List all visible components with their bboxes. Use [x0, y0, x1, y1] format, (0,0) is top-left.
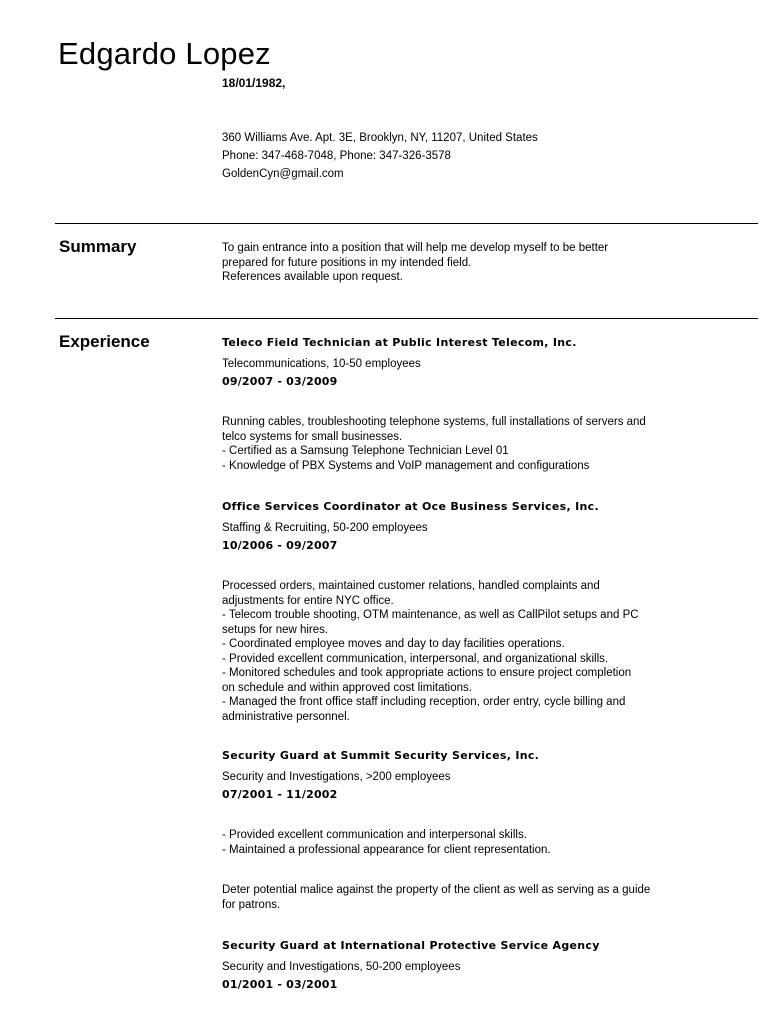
job-entry: [222, 938, 742, 994]
description-line: on schedule and within approved cost limitations.: [222, 681, 472, 694]
job-dates: 07/2001 - 11/2002: [222, 788, 338, 801]
description-line: adjustments for entire NYC office.: [222, 594, 394, 607]
phone-numbers: Phone: 347-468-7048, Phone: 347-326-3578: [222, 150, 451, 162]
job-entry: [222, 335, 742, 473]
candidate-name: Edgardo Lopez: [58, 36, 271, 71]
description-line: - Certified as a Samsung Telephone Technician Level 01: [222, 445, 509, 457]
job-description: [222, 579, 742, 724]
experience-list: [222, 335, 742, 994]
description-line: Processed orders, maintained customer relations, handled complaints and: [222, 580, 600, 592]
job-title: Security Guard at International Protective Service Agency: [222, 939, 600, 952]
description-line: Deter potential malice against the property of the client as well as serving as a guide: [222, 884, 651, 896]
email: GoldenCyn@gmail.com: [222, 168, 344, 180]
description-line: - Telecom trouble shooting, OTM maintenance, as well as CallPilot setups and PC: [222, 609, 639, 621]
contact-block: [222, 129, 538, 183]
description-line: setups for new hires.: [222, 623, 329, 636]
summary-line: References available upon request.: [222, 271, 403, 283]
description-line: - Monitored schedules and took appropriate actions to ensure project completion: [222, 667, 632, 679]
summary-heading: Summary: [59, 237, 137, 256]
description-line: - Knowledge of PBX Systems and VoIP management and configurations: [222, 459, 590, 472]
description-line: for patrons.: [222, 898, 281, 911]
address: 360 Williams Ave. Apt. 3E, Brooklyn, NY, 11207, United States: [222, 132, 538, 144]
job-dates: 01/2001 - 03/2001: [222, 978, 338, 991]
job-company: Security and Investigations, 50-200 employees: [222, 961, 461, 973]
summary-text: [222, 241, 608, 285]
description-line: - Provided excellent communication and interpersonal skills.: [222, 829, 527, 841]
experience-heading: Experience: [59, 332, 150, 351]
job-company: Security and Investigations, >200 employees: [222, 771, 451, 783]
description-line: Running cables, troubleshooting telephone systems, full installations of servers and: [222, 416, 646, 428]
job-dates: 10/2006 - 09/2007: [222, 539, 338, 552]
job-company: Staffing & Recruiting, 50-200 employees: [222, 522, 428, 534]
job-description: [222, 415, 742, 473]
description-line: telco systems for small businesses.: [222, 430, 403, 443]
description-line: - Coordinated employee moves and day to day facilities operations.: [222, 638, 565, 650]
description-line: - Maintained a professional appearance for client representation.: [222, 843, 551, 856]
job-title: Office Services Coordinator at Oce Business Services, Inc.: [222, 500, 599, 513]
job-entry: [222, 499, 742, 724]
description-line: administrative personnel.: [222, 710, 350, 723]
date-of-birth: 18/01/1982,: [222, 76, 286, 90]
job-description: [222, 883, 742, 912]
job-company: Telecommunications, 10-50 employees: [222, 358, 421, 370]
job-description: [222, 828, 742, 857]
divider-middle: [55, 318, 758, 319]
job-entry: [222, 748, 742, 912]
job-title: Security Guard at Summit Security Services, Inc.: [222, 749, 540, 762]
description-line: - Managed the front office staff including reception, order entry, cycle billing and: [222, 696, 626, 708]
summary-line: prepared for future positions in my intended field.: [222, 256, 472, 269]
job-dates: 09/2007 - 03/2009: [222, 375, 338, 388]
divider-top: [55, 223, 758, 224]
summary-line: To gain entrance into a position that will help me develop myself to be better: [222, 242, 609, 254]
job-title: Teleco Field Technician at Public Interest Telecom, Inc.: [222, 336, 577, 349]
description-line: - Provided excellent communication, interpersonal, and organizational skills.: [222, 652, 609, 665]
